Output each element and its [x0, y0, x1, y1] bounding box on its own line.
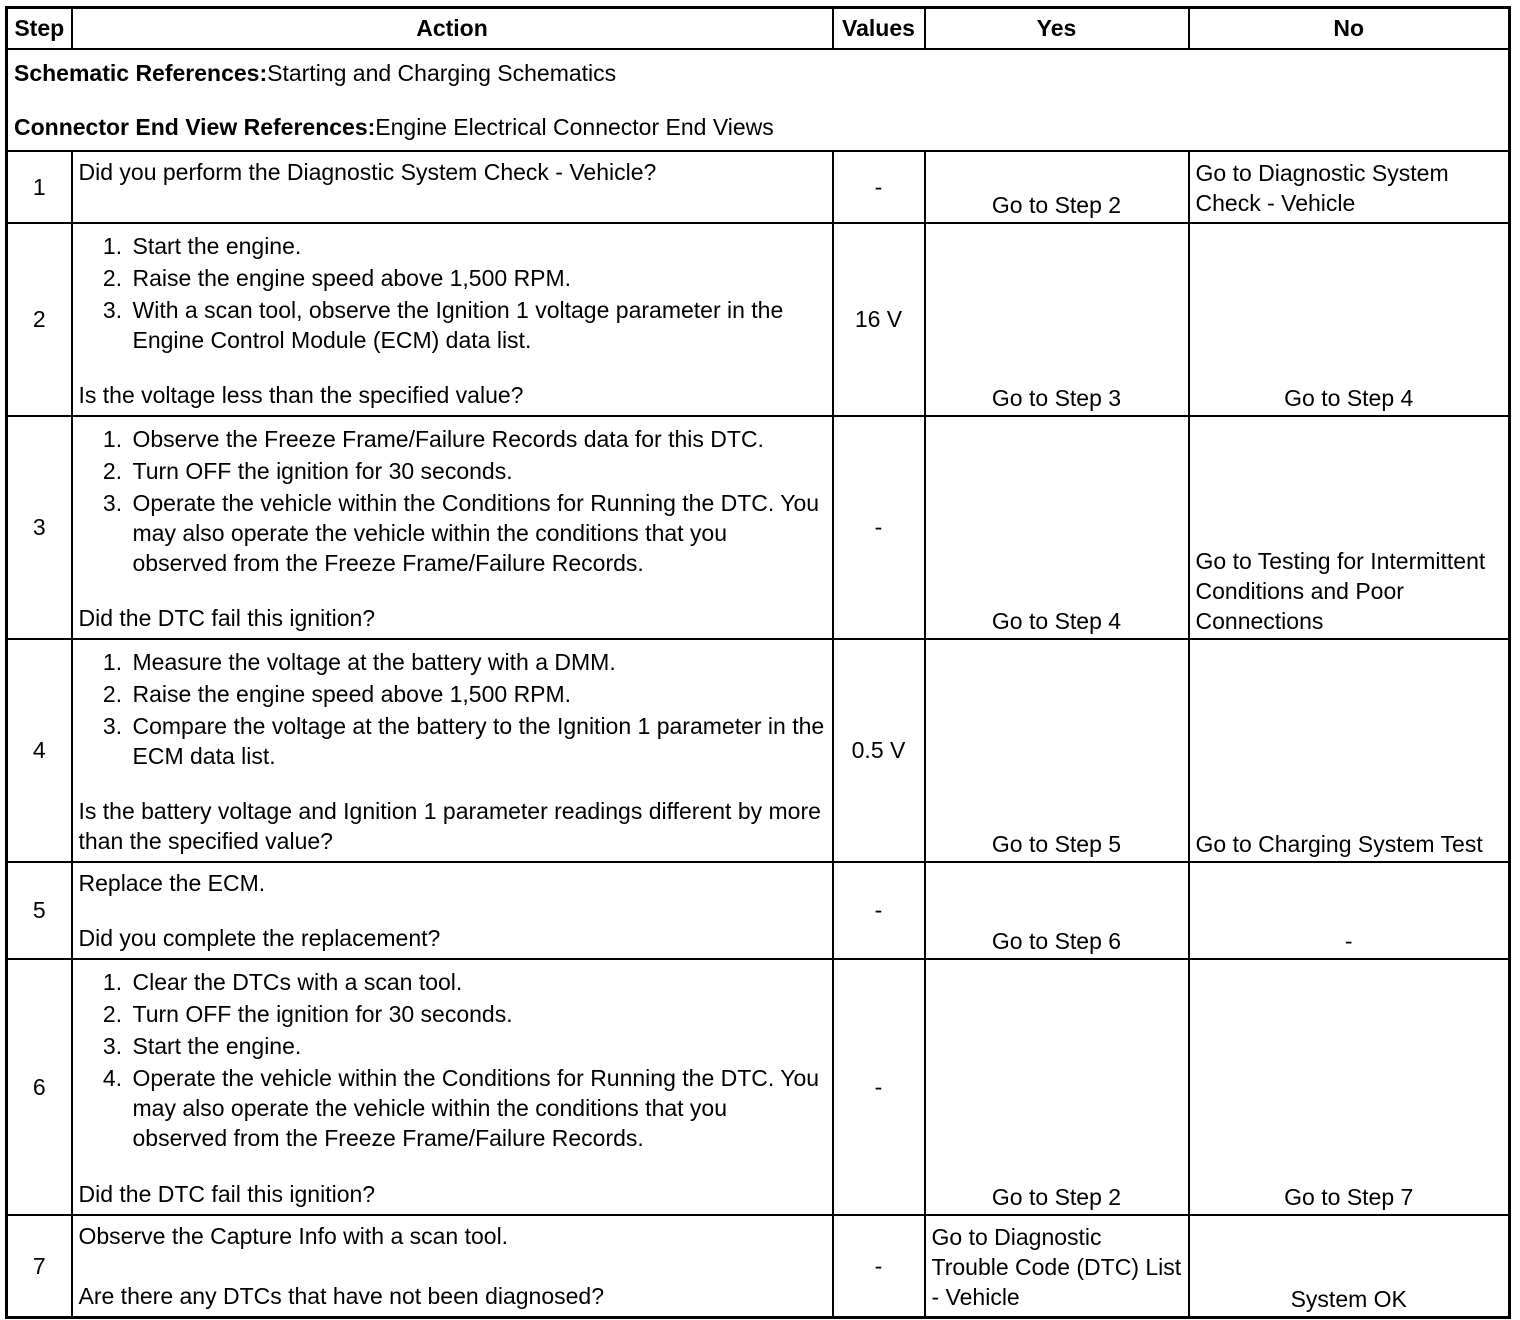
action-step-item: 3. Compare the voltage at the battery to the Ignition 1 parameter in the ECM data list. — [129, 711, 828, 771]
spec-value: - — [833, 1215, 925, 1318]
connector-reference — [14, 112, 1502, 142]
step-number: 5 — [7, 862, 72, 959]
action-step-item: 2. Turn OFF the ignition for 30 seconds. — [129, 999, 828, 1029]
table-row — [7, 639, 1510, 862]
action-step-item: 1. Start the engine. — [129, 231, 828, 261]
no-action: - — [1189, 862, 1510, 959]
header-no: No — [1189, 8, 1510, 49]
action-cell — [72, 223, 833, 416]
step-number: 6 — [7, 959, 72, 1215]
no-action[interactable]: Go to Charging System Test — [1189, 639, 1510, 862]
no-action: System OK — [1189, 1215, 1510, 1318]
action-intro: Did you perform the Diagnostic System Check - Vehicle? — [78, 158, 657, 185]
step-number: 7 — [7, 1215, 72, 1318]
no-action[interactable]: Go to Step 4 — [1189, 223, 1510, 416]
schematic-reference — [14, 58, 1502, 88]
yes-action[interactable]: Go to Step 2 — [925, 959, 1189, 1215]
spec-value: 0.5 V — [833, 639, 925, 862]
connector-reference-label: Connector End View References: — [14, 113, 376, 140]
action-cell — [72, 959, 833, 1215]
step-number: 4 — [7, 639, 72, 862]
table-row — [7, 959, 1510, 1215]
no-action[interactable]: Go to Step 7 — [1189, 959, 1510, 1215]
yes-action[interactable]: Go to Step 4 — [925, 416, 1189, 639]
yes-action[interactable]: Go to Step 3 — [925, 223, 1189, 416]
action-step-item: 3. With a scan tool, observe the Ignition 1 voltage parameter in the Engine Control Module (ECM) data list. — [129, 295, 828, 355]
spec-value: 16 V — [833, 223, 925, 416]
spec-value: - — [833, 151, 925, 223]
yes-action[interactable]: Go to Step 2 — [925, 151, 1189, 223]
action-step-item: 2. Raise the engine speed above 1,500 RPM. — [129, 263, 828, 293]
action-cell — [72, 416, 833, 639]
spec-value: - — [833, 959, 925, 1215]
yes-action[interactable]: Go to Step 5 — [925, 639, 1189, 862]
action-question: Did the DTC fail this ignition? — [78, 1180, 376, 1207]
action-intro: Replace the ECM. — [78, 869, 266, 896]
action-steps-list — [79, 967, 828, 1155]
no-action[interactable]: Go to Diagnostic System Check - Vehicle — [1189, 151, 1510, 223]
action-question: Is the voltage less than the specified value? — [78, 381, 524, 408]
yes-action[interactable]: Go to Diagnostic Trouble Code (DTC) List - Vehicle — [925, 1215, 1189, 1318]
action-step-item: 3. Start the engine. — [129, 1031, 828, 1061]
action-steps-list — [79, 424, 828, 580]
action-cell — [72, 1215, 833, 1318]
action-cell — [72, 639, 833, 862]
action-step-item: 2. Raise the engine speed above 1,500 RPM. — [129, 679, 828, 709]
action-question: Is the battery voltage and Ignition 1 parameter readings different by more than the specified value? — [78, 797, 821, 854]
table-row — [7, 416, 1510, 639]
schematic-reference-label: Schematic References: — [14, 59, 268, 86]
action-step-item: 1. Clear the DTCs with a scan tool. — [129, 967, 828, 997]
connector-reference-link[interactable]: Engine Electrical Connector End Views — [375, 113, 774, 140]
action-cell — [72, 862, 833, 959]
diagnostic-table — [5, 6, 1511, 1319]
references-row — [7, 49, 1510, 151]
no-action[interactable]: Go to Testing for Intermittent Conditions and Poor Connections — [1189, 416, 1510, 639]
action-question: Are there any DTCs that have not been diagnosed? — [78, 1283, 605, 1309]
table-row — [7, 1215, 1510, 1318]
header-values: Values — [833, 8, 925, 49]
action-intro: Observe the Capture Info with a scan tool. — [78, 1222, 509, 1249]
action-question: Did you complete the replacement? — [78, 924, 441, 951]
action-question: Did the DTC fail this ignition? — [78, 604, 376, 631]
spec-value: - — [833, 416, 925, 639]
header-row — [7, 8, 1510, 49]
references-cell — [7, 49, 1510, 151]
header-yes: Yes — [925, 8, 1189, 49]
action-step-item: 2. Turn OFF the ignition for 30 seconds. — [129, 456, 828, 486]
header-step: Step — [7, 8, 72, 49]
action-cell — [72, 151, 833, 223]
action-step-item: 1. Observe the Freeze Frame/Failure Records data for this DTC. — [129, 424, 828, 454]
table-row — [7, 223, 1510, 416]
action-step-item: 1. Measure the voltage at the battery with a DMM. — [129, 647, 828, 677]
yes-action[interactable]: Go to Step 6 — [925, 862, 1189, 959]
table-row — [7, 151, 1510, 223]
header-action: Action — [72, 8, 833, 49]
schematic-reference-link[interactable]: Starting and Charging Schematics — [267, 59, 617, 86]
step-number: 1 — [7, 151, 72, 223]
action-step-item: 3. Operate the vehicle within the Conditions for Running the DTC. You may also operate the vehicle within the conditions that you observed from the Freeze Frame/Failure Records. — [129, 488, 828, 578]
step-number: 2 — [7, 223, 72, 416]
table-row — [7, 862, 1510, 959]
action-steps-list — [79, 647, 828, 773]
action-step-item: 4. Operate the vehicle within the Conditions for Running the DTC. You may also operate the vehicle within the conditions that you observed from the Freeze Frame/Failure Records. — [129, 1063, 828, 1153]
spec-value: - — [833, 862, 925, 959]
step-number: 3 — [7, 416, 72, 639]
action-steps-list — [79, 231, 828, 357]
